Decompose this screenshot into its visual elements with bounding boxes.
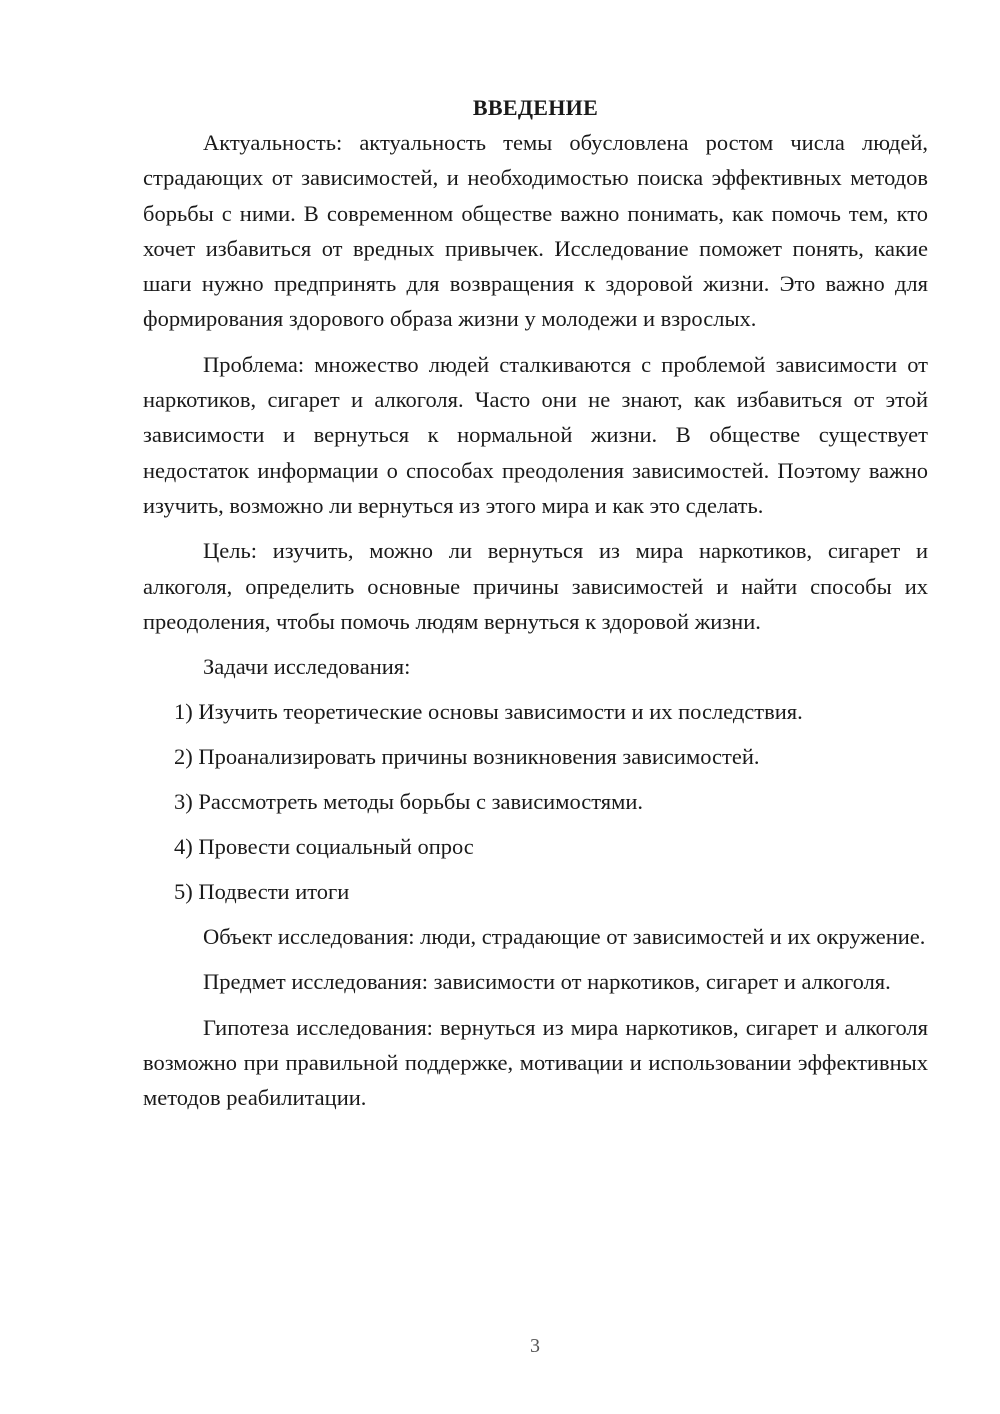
paragraph-subject: Предмет исследования: зависимости от наркотиков, сигарет и алкоголя. bbox=[203, 969, 891, 995]
tasks-title: Задачи исследования: bbox=[203, 654, 411, 680]
paragraph-goal: Цель: изучить, можно ли вернуться из мира наркотиков, сигарет и алкоголя, определить основные причины зависимостей и найти способы их преодоления, чтобы помочь людям вернуться к здоровой жизни. bbox=[143, 538, 928, 634]
paragraph-object: Объект исследования: люди, страдающие от зависимостей и их окружение. bbox=[203, 924, 926, 950]
list-item: 2) Проанализировать причины возникновения зависимостей. bbox=[174, 744, 760, 770]
list-item: 4) Провести социальный опрос bbox=[174, 834, 474, 860]
document-page bbox=[143, 90, 928, 1116]
page-title: ВВЕДЕНИЕ bbox=[472, 95, 599, 120]
page-number: 3 bbox=[530, 1335, 540, 1357]
tasks-list bbox=[143, 694, 928, 909]
paragraph-relevance: Актуальность: актуальность темы обусловлена ростом числа людей, страдающих от зависимостей, и необходимостью поиска эффективных методов борьбы с ними. В современном обществе важно понимать, как помочь тем, кто хочет избавиться от вредных привычек. Исследование поможет понять, какие шаги нужно предпринять для возвращения к здоровой жизни. Это важно для формирования здорового образа жизни у молодежи и взрослых. bbox=[143, 130, 928, 332]
paragraph-problem: Проблема: множество людей сталкиваются с проблемой зависимости от наркотиков, сигарет и алкоголя. Часто они не знают, как избавиться от этой зависимости и вернуться к нормальной жизни. В обществе существует недостаток информации о способах преодоления зависимостей. Поэтому важно изучить, возможно ли вернуться из этого мира и как это сделать. bbox=[143, 351, 928, 518]
paragraph-hypothesis: Гипотеза исследования: вернуться из мира наркотиков, сигарет и алкоголя возможно при правильной поддержке, мотивации и использовании эффективных методов реабилитации. bbox=[143, 1014, 928, 1111]
list-item: 5) Подвести итоги bbox=[174, 879, 350, 905]
list-item: 3) Рассмотреть методы борьбы с зависимостями. bbox=[174, 789, 644, 815]
list-item: 1) Изучить теоретические основы зависимости и их последствия. bbox=[174, 699, 803, 725]
